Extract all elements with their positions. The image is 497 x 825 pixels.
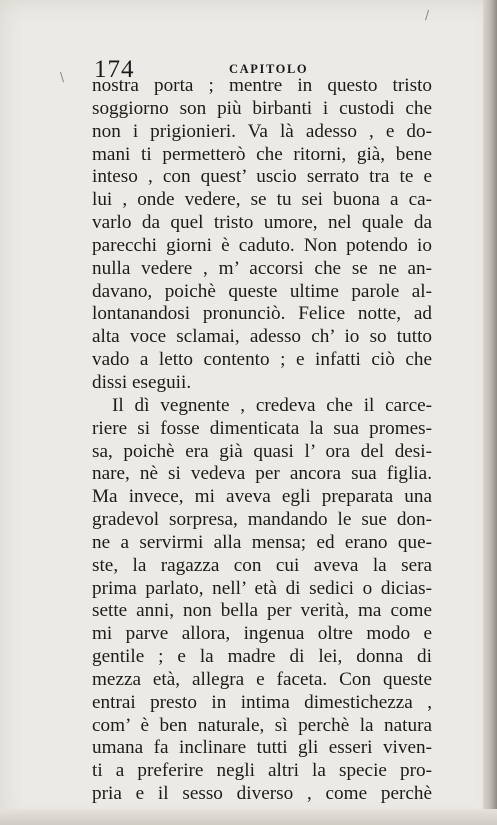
text-line: varlo da quel tristo umore, nel quale da: [92, 212, 432, 234]
body-text: [92, 75, 432, 806]
text-line: alta voce sclamai, adesso ch’ io so tutto: [92, 326, 432, 348]
text-line: entrai presto in intima dimestichezza ,: [92, 691, 432, 713]
text-line: mezza età, allegra e faceta. Con queste: [92, 668, 432, 690]
text-line: non i prigionieri. Va là adesso , e do-: [92, 120, 432, 142]
text-line: ne a servirmi alla mensa; ed erano que-: [92, 531, 432, 553]
text-line: davano, poichè queste ultime parole al-: [92, 280, 432, 302]
text-line: com’ è ben naturale, sì perchè la natura: [92, 714, 432, 736]
paragraph-1: [92, 75, 432, 395]
text-line: nostra porta ; mentre in questo tristo: [92, 75, 432, 96]
text-line: prima parlato, nell’ età di sedici o dicias-: [92, 577, 432, 599]
text-line: ti a preferire negli altri la specie pro-: [92, 760, 432, 782]
text-line: sa, poichè era già quasi l’ ora del desi-: [92, 440, 432, 462]
text-line: soggiorno son più birbanti i custodi che: [92, 97, 432, 119]
text-line: Il dì vegnente , credeva che il carce-: [112, 394, 432, 416]
text-line: nare, nè si vedeva per ancora sua figlia.: [92, 463, 432, 485]
page-edge: [483, 0, 497, 825]
text-line: mi parve allora, ingenua oltre modo e: [92, 623, 432, 645]
paragraph-2: [92, 395, 432, 806]
text-line: ste, la ragazza con cui aveva la sera: [92, 554, 432, 576]
text-line: nulla vedere , m’ accorsi che se ne an-: [92, 257, 432, 279]
running-head: CAPITOLO: [229, 62, 309, 76]
text-line: gradevol sorpresa, mandando le sue don-: [92, 509, 432, 531]
page-bottom-edge: [0, 809, 497, 825]
text-line: inteso , con quest’ uscio serrato tra te e: [92, 166, 432, 188]
text-line: lui , onde vedere, se tu sei buona a ca-: [92, 189, 432, 211]
text-line: Ma invece, mi aveva egli preparata una: [92, 486, 432, 508]
text-line: umana fa inclinare tutti gli esseri viven-: [92, 737, 432, 759]
text-line: pria e il sesso diverso , come perchè: [92, 783, 432, 805]
text-line: sette anni, non bella per verità, ma come: [92, 600, 432, 622]
text-line: mani ti permetterò che ritorni, già, bene: [92, 143, 432, 165]
page-number: 174: [94, 56, 135, 83]
text-line: dissi eseguii.: [92, 371, 192, 393]
text-line: vado a letto contento ; e infatti ciò che: [92, 349, 432, 371]
text-line: lontanandosi pronunciò. Felice notte, ad: [92, 303, 432, 325]
text-line: parecchi giorni è caduto. Non potendo io: [92, 234, 432, 256]
text-line: gentile ; e la madre di lei, donna di: [92, 646, 432, 668]
ink-mark: \: [60, 70, 65, 84]
ink-mark: /: [425, 8, 430, 22]
text-line: riere si fosse dimenticata la sua promes-: [92, 417, 432, 439]
